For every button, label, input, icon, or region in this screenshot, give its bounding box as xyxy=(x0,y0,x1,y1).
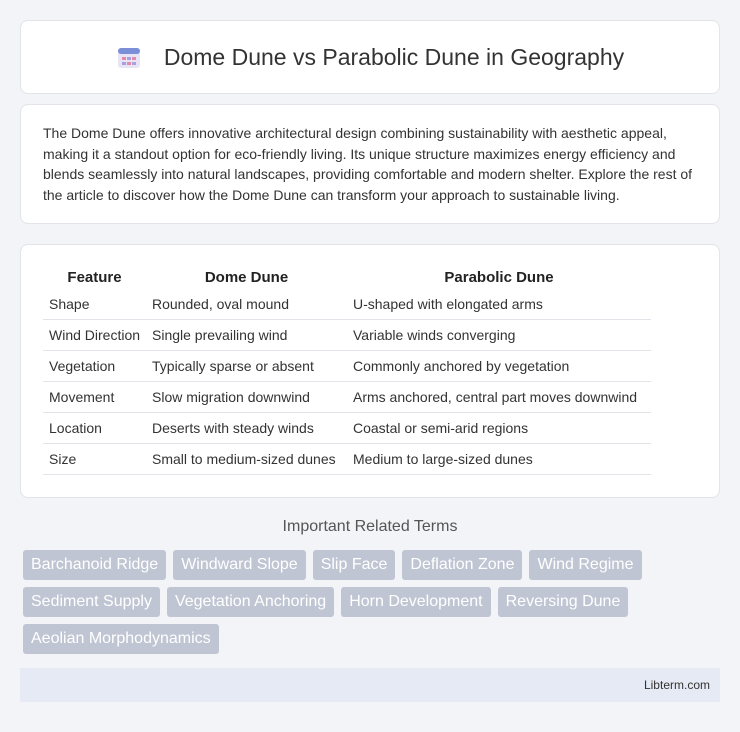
table-cell: Arms anchored, central part moves downwind xyxy=(347,382,651,413)
related-term-tag[interactable]: Horn Development xyxy=(341,587,490,617)
table-row xyxy=(43,413,651,444)
table-cell: Vegetation xyxy=(43,351,146,382)
related-term-tag[interactable]: Wind Regime xyxy=(529,550,641,580)
table-cell: Slow migration downwind xyxy=(146,382,347,413)
table-cell: Deserts with steady winds xyxy=(146,413,347,444)
column-header: Dome Dune xyxy=(204,269,289,286)
footer-site-link[interactable]: Libterm.com xyxy=(643,678,710,692)
table-row xyxy=(43,444,651,475)
comparison-table xyxy=(43,263,651,475)
title-card xyxy=(20,20,720,94)
table-cell: Movement xyxy=(43,382,146,413)
comparison-table-card xyxy=(20,244,720,498)
related-term-tag[interactable]: Vegetation Anchoring xyxy=(167,587,334,617)
related-term-tag[interactable]: Aeolian Morphodynamics xyxy=(23,624,219,654)
page-title: Dome Dune vs Parabolic Dune in Geography xyxy=(163,43,625,70)
table-cell: Commonly anchored by vegetation xyxy=(347,351,651,382)
table-row xyxy=(43,351,651,382)
column-header: Parabolic Dune xyxy=(444,269,554,286)
table-cell: Location xyxy=(43,413,146,444)
table-cell: U-shaped with elongated arms xyxy=(347,289,651,320)
intro-text: The Dome Dune offers innovative architectural design combining sustainability with aesthetic appeal, making it a standout option for eco-friendly living. Its unique structure maximizes energy efficiency and blends seamlessly into natural landscapes, providing comfortable and modern shelter. Explore the rest of the article to discover how the Dome Dune can transform your approach to sustainable living. xyxy=(43,125,693,203)
table-row xyxy=(43,382,651,413)
table-row xyxy=(43,320,651,351)
related-term-tag[interactable]: Windward Slope xyxy=(173,550,306,580)
table-row xyxy=(43,289,651,320)
related-terms-title: Important Related Terms xyxy=(282,518,458,535)
table-header-row xyxy=(43,263,651,289)
table-cell: Shape xyxy=(43,289,146,320)
related-term-tag[interactable]: Sediment Supply xyxy=(23,587,160,617)
related-terms-list xyxy=(23,550,723,654)
table-cell: Single prevailing wind xyxy=(146,320,347,351)
table-cell: Variable winds converging xyxy=(347,320,651,351)
table-cell: Rounded, oval mound xyxy=(146,289,347,320)
related-term-tag[interactable]: Barchanoid Ridge xyxy=(23,550,166,580)
column-header: Feature xyxy=(67,269,122,286)
table-cell: Typically sparse or absent xyxy=(146,351,347,382)
intro-card xyxy=(20,104,720,224)
related-term-tag[interactable]: Slip Face xyxy=(313,550,396,580)
footer xyxy=(20,668,720,702)
calendar-icon xyxy=(116,44,142,70)
related-term-tag[interactable]: Deflation Zone xyxy=(402,550,522,580)
table-cell: Size xyxy=(43,444,146,475)
table-cell: Coastal or semi-arid regions xyxy=(347,413,651,444)
related-term-tag[interactable]: Reversing Dune xyxy=(498,587,629,617)
table-cell: Small to medium-sized dunes xyxy=(146,444,347,475)
table-cell: Wind Direction xyxy=(43,320,146,351)
table-cell: Medium to large-sized dunes xyxy=(347,444,651,475)
